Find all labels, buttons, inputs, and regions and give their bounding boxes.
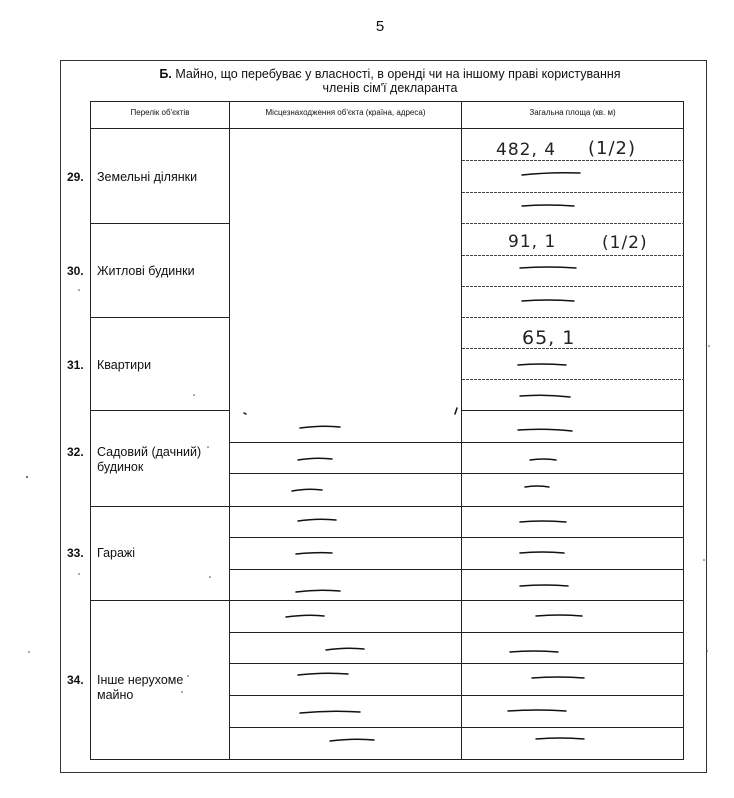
row-number-30: 30. bbox=[67, 264, 84, 278]
column-header-location: Місцезнаходження об'єкта (країна, адреса) bbox=[265, 108, 426, 117]
section-title-line2: членів сім'ї декларанта bbox=[322, 81, 458, 95]
row-label-other-real-estate bbox=[97, 673, 183, 703]
section-title-line1: Майно, що перебуває у власності, в оренді чи на іншому праві користування bbox=[175, 67, 621, 81]
area-value-apartments: 65, 1 bbox=[522, 327, 576, 349]
row-number-31: 31. bbox=[67, 358, 84, 372]
row-number-32: 32. bbox=[67, 445, 84, 459]
area-share-residential-houses: (1/2) bbox=[602, 233, 648, 253]
area-value-land-plots: 482, 4 bbox=[496, 140, 557, 160]
page-number: 5 bbox=[375, 18, 385, 35]
section-letter: Б. bbox=[159, 67, 172, 81]
row-label-garden-house bbox=[97, 445, 201, 475]
row-label-garages: Гаражі bbox=[97, 546, 136, 560]
row-label-garden-house-line1: Садовий (дачний) bbox=[97, 445, 202, 459]
column-header-area: Загальна площа (кв. м) bbox=[529, 108, 616, 117]
row-label-apartments: Квартири bbox=[97, 358, 152, 372]
row-label-other-real-estate-line2: майно bbox=[97, 688, 134, 702]
area-share-land-plots: (1/2) bbox=[588, 138, 637, 159]
row-label-garden-house-line2: будинок bbox=[97, 460, 144, 474]
handwritten-dashes bbox=[244, 173, 584, 741]
column-header-objects: Перелік об'єктів bbox=[130, 108, 190, 117]
row-number-34: 34. bbox=[67, 673, 84, 687]
row-label-land-plots: Земельні ділянки bbox=[97, 170, 198, 184]
row-number-33: 33. bbox=[67, 546, 84, 560]
row-number-29: 29. bbox=[67, 170, 84, 184]
row-label-other-real-estate-line1: Інше нерухоме bbox=[97, 673, 184, 687]
area-value-residential-houses: 91, 1 bbox=[508, 232, 557, 252]
row-label-residential-houses: Житлові будинки bbox=[97, 264, 195, 278]
